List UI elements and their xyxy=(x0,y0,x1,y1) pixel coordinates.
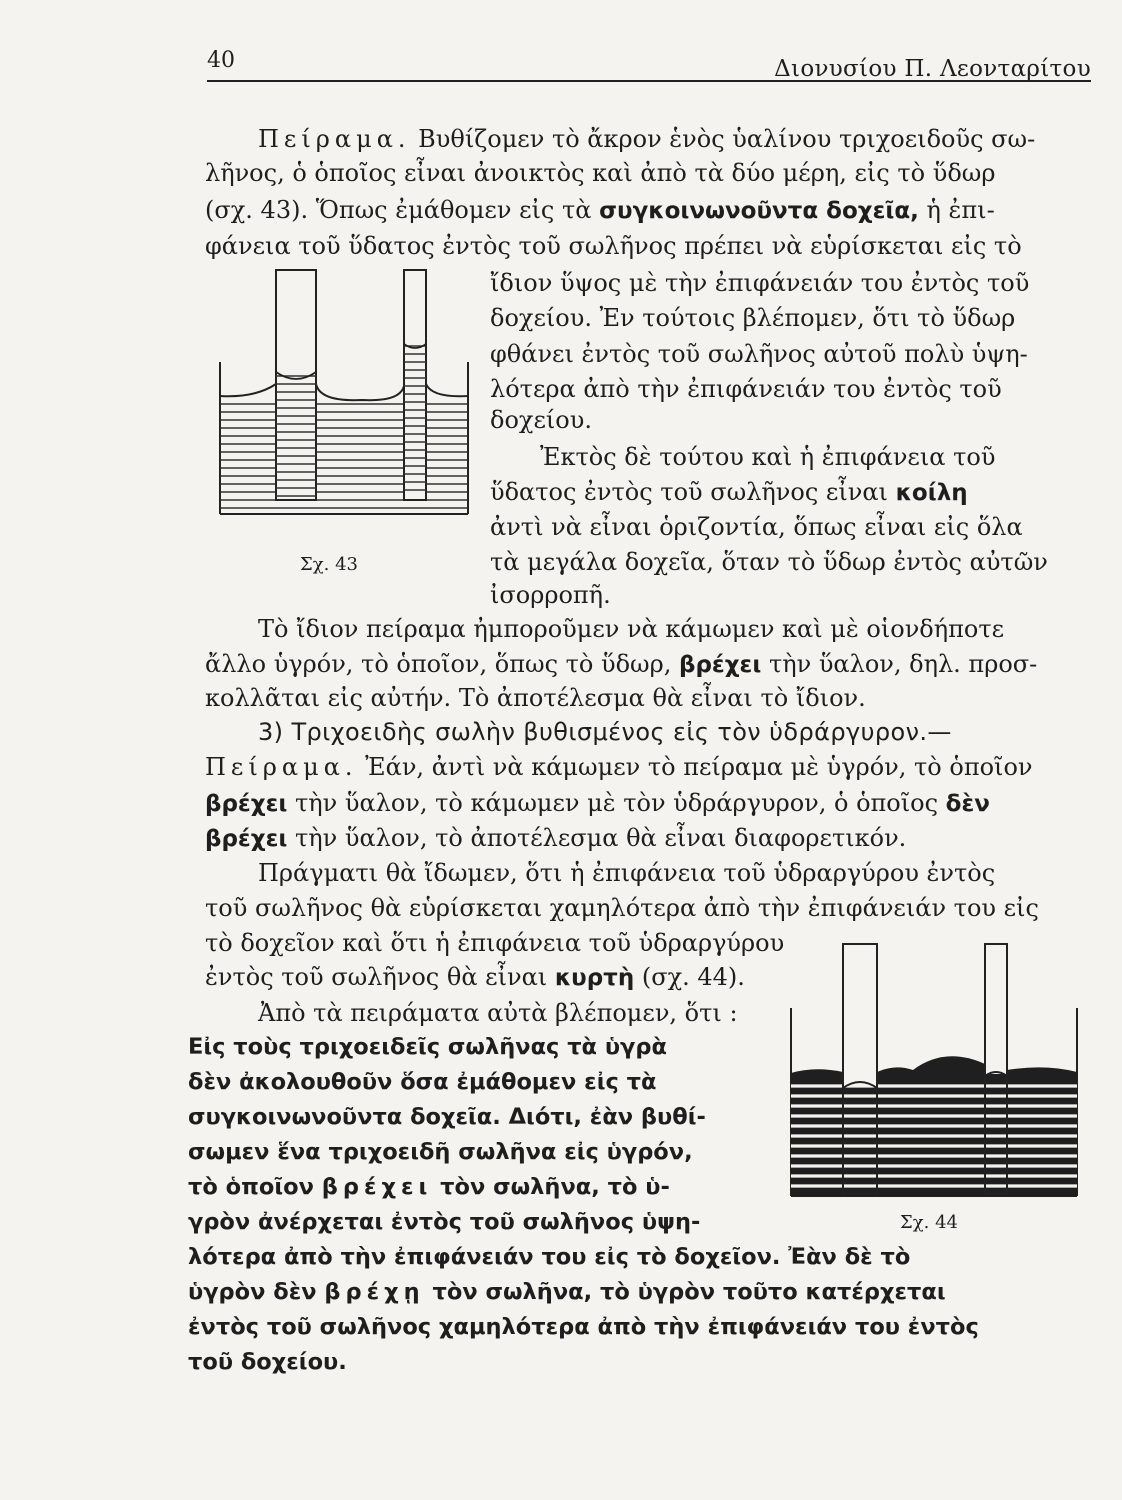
bold-term: κοίλη xyxy=(895,480,968,506)
text-line: Τὸ ἴδιον πείραμα ἠμποροῦμεν νὰ κάμωμεν καὶ μὲ οἱονδήποτε xyxy=(258,615,1005,643)
bold-term: βρέχει xyxy=(205,826,288,852)
bold-term: δὲν xyxy=(945,791,990,817)
conclusion-line: ἐντὸς τοῦ σωλῆνος χαμηλότερα ἀπὸ τὴν ἐπιφάνειάν του ἐντὸς xyxy=(188,1314,979,1340)
figure-43-caption: Σχ. 43 xyxy=(300,554,358,575)
conclusion-line: λότερα ἀπὸ τὴν ἐπιφάνειάν του εἰς τὸ δοχεῖον. Ἐὰν δὲ τὸ xyxy=(188,1244,911,1270)
text-line: λῆνος, ὁ ὁποῖος εἶναι ἀνοικτὸς καὶ ἀπὸ τὰ δύο μέρη, εἰς τὸ ὕδωρ xyxy=(205,159,996,187)
text-line: ἀντὶ νὰ εἶναι ὁριζοντία, ὅπως εἶναι εἰς ὅλα xyxy=(490,513,1023,541)
conclusion-line: συγκοινωνοῦντα δοχεῖα. Διότι, ἐὰν βυθί- xyxy=(188,1104,706,1130)
figure-43-capillary-water xyxy=(210,262,485,534)
text-line: φάνεια τοῦ ὕδατος ἐντὸς τοῦ σωλῆνος πρέπει νὰ εὑρίσκεται εἰς τὸ xyxy=(205,232,1022,260)
bold-term: κυρτὴ xyxy=(554,965,635,991)
bold-term: συγκοινωνοῦντα δοχεῖα, xyxy=(599,198,919,224)
section-heading: 3) Τριχοειδὴς σωλὴν βυθισμένος εἰς τὸν ὑδράργυρον.— xyxy=(258,718,952,746)
text-line: δοχείου. Ἐν τούτοις βλέπομεν, ὅτι τὸ ὕδωρ xyxy=(490,304,1016,332)
conclusion-line: τοῦ δοχείου. xyxy=(188,1349,347,1375)
text-line: λότερα ἀπὸ τὴν ἐπιφάνειάν του ἐντὸς τοῦ xyxy=(490,375,1002,403)
text-line: τὸ δοχεῖον καὶ ὅτι ἡ ἐπιφάνεια τοῦ ὑδραργύρου xyxy=(205,929,785,957)
text-line: ἰσορροπῆ. xyxy=(490,581,611,609)
text-line: τοῦ σωλῆνος θὰ εὑρίσκεται χαμηλότερα ἀπὸ τὴν ἐπιφάνειάν του εἰς xyxy=(205,894,1039,922)
text-line: δοχείου. xyxy=(490,406,592,434)
text-line: Πείραμα. Ἐάν, ἀντὶ νὰ κάμωμεν τὸ πείραμα μὲ ὑγρόν, τὸ ὁποῖον xyxy=(205,753,1033,781)
text-line: (σχ. 43). Ὅπως ἐμάθομεν εἰς τὰ συγκοινωνοῦντα δοχεῖα, ἡ ἐπι- xyxy=(205,196,995,224)
text-line: κολλᾶται εἰς αὐτήν. Τὸ ἀποτέλεσμα θὰ εἶναι τὸ ἴδιον. xyxy=(205,684,866,712)
text-line: βρέχει τὴν ὕαλον, τὸ ἀποτέλεσμα θὰ εἶναι διαφορετικόν. xyxy=(205,824,907,852)
text-line: Ἐκτὸς δὲ τούτου καὶ ἡ ἐπιφάνεια τοῦ xyxy=(540,443,996,471)
bold-term: βρέχει xyxy=(205,791,288,817)
text-line: τὰ μεγάλα δοχεῖα, ὅταν τὸ ὕδωρ ἐντὸς αὐτῶν xyxy=(490,548,1048,576)
conclusion-line: τὸ ὁποῖον βρέχει τὸν σωλῆνα, τὸ ὑ- xyxy=(188,1174,670,1200)
text-line: ἴδιον ὕψος μὲ τὴν ἐπιφάνειάν του ἐντὸς τοῦ xyxy=(490,269,1030,297)
figure-44-caption: Σχ. 44 xyxy=(900,1212,958,1233)
text-line: φθάνει ἐντὸς τοῦ σωλῆνος αὐτοῦ πολὺ ὑψη- xyxy=(490,340,1028,368)
text-line: Ἀπὸ τὰ πειράματα αὐτὰ βλέπομεν, ὅτι : xyxy=(258,999,738,1027)
conclusion-line: σωμεν ἕνα τριχοειδῆ σωλῆνα εἰς ὑγρόν, xyxy=(188,1139,693,1165)
text-line: ἄλλο ὑγρόν, τὸ ὁποῖον, ὅπως τὸ ὕδωρ, βρέχει τὴν ὕαλον, δηλ. προσ- xyxy=(205,650,1038,678)
text-line: ὕδατος ἐντὸς τοῦ σωλῆνος εἶναι κοίλη xyxy=(490,478,968,506)
running-head: Διονυσίου Π. Λεονταρίτου xyxy=(774,56,1091,82)
text-line: βρέχει τὴν ὕαλον, τὸ κάμωμεν μὲ τὸν ὑδράργυρον, ὁ ὁποῖος δὲν xyxy=(205,789,990,817)
page-number: 40 xyxy=(207,48,235,73)
text-line: Πείραμα. Βυθίζομεν τὸ ἄκρον ἑνὸς ὑαλίνου τριχοειδοῦς σω- xyxy=(258,125,1036,153)
conclusion-line: γρὸν ἀνέρχεται ἐντὸς τοῦ σωλῆνος ὑψη- xyxy=(188,1209,701,1235)
conclusion-line: Εἰς τοὺς τριχοειδεῖς σωλῆνας τὰ ὑγρὰ xyxy=(188,1034,667,1060)
conclusion-line: δὲν ἀκολουθοῦν ὅσα ἐμάθομεν εἰς τὰ xyxy=(188,1069,657,1095)
conclusion-line: ὑγρὸν δὲν βρέχῃ τὸν σωλῆνα, τὸ ὑγρὸν τοῦτο κατέρχεται xyxy=(188,1279,946,1305)
bold-term: βρέχει xyxy=(678,652,762,678)
text-line: Πράγματι θὰ ἴδωμεν, ὅτι ἡ ἐπιφάνεια τοῦ ὑδραργύρου ἐντὸς xyxy=(258,859,996,887)
text-line: ἐντὸς τοῦ σωλῆνος θὰ εἶναι κυρτὴ (σχ. 44). xyxy=(205,963,745,991)
figure-44-capillary-mercury xyxy=(785,936,1085,1208)
page-header xyxy=(207,44,1091,82)
